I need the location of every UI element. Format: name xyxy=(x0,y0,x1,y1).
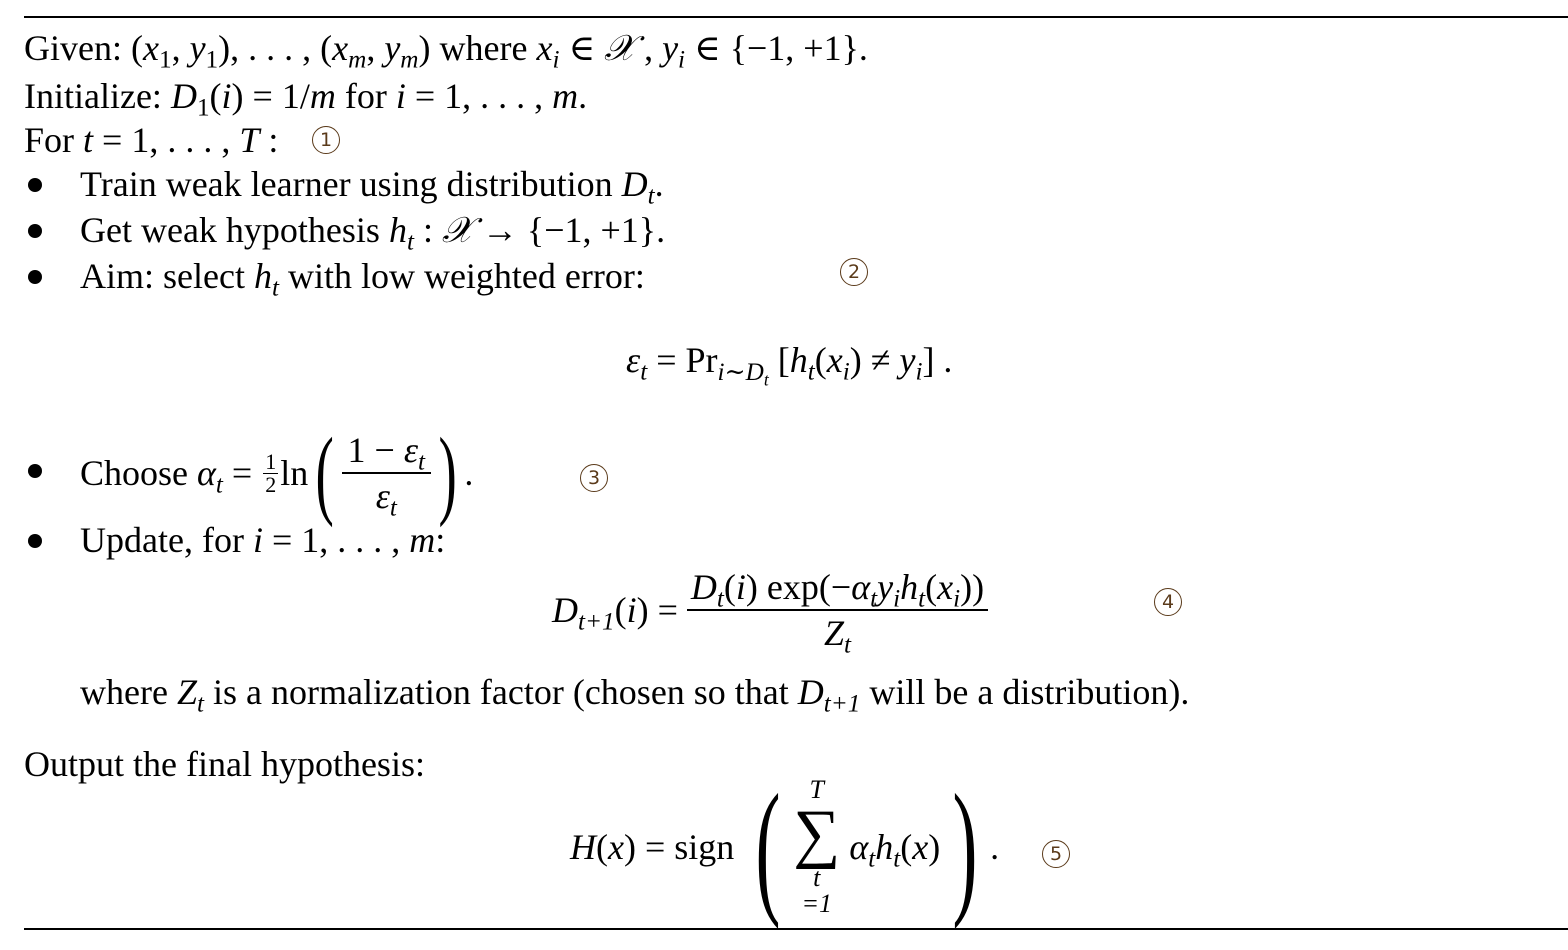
update-line xyxy=(80,522,445,558)
train-line xyxy=(80,164,664,210)
where-line: where $Z_t$ is a normalization factor (chosen so that $D_{t+1}$ will be a distribution). xyxy=(80,672,1190,718)
where-text-b: is a normalization factor (chosen so that xyxy=(212,672,789,712)
initialize-formula: $D_1(i) = 1/m$ xyxy=(170,76,336,122)
sign-operator: sign xyxy=(674,827,735,867)
given-where: where xyxy=(439,28,528,68)
aim-text-b: with low weighted error: xyxy=(287,256,645,296)
given-formula: ($x_1$, $y_1$), . . . , ($x_m$, $y_m$) xyxy=(130,28,431,74)
ln-operator: ln xyxy=(280,453,309,493)
bullet-dot xyxy=(28,224,42,238)
step-marker-5: 5 xyxy=(1042,840,1070,868)
final-equation: H ( x ) = sign ( T ∑ t =1 $\alpha_th_t$ ( x ) ) . xyxy=(570,764,1000,930)
train-dist: $D_t$. xyxy=(621,164,664,210)
update-equation: $D_{t+1}$ ( i ) = $\frac{D_t(i) \exp(-\alpha_ty_ih_t(x_i))}{Z_t}$ xyxy=(552,562,988,658)
given-label: Given: xyxy=(24,28,122,68)
get-line xyxy=(80,210,666,256)
alpha-fraction: $\frac{1 - \varepsilon_t}{\varepsilon_t}$ xyxy=(342,432,432,514)
choose-line: Choose $\alpha_t$ = 1 2 ln ( $\frac{1 - \varepsilon_t}{\varepsilon_t}$ ) . xyxy=(80,417,474,528)
top-rule xyxy=(24,16,1568,18)
get-formula: $h_t$ : 𝒳 → {−1, +1}. xyxy=(388,210,666,256)
initialize-line xyxy=(24,76,588,122)
error-equation: $\varepsilon_t = Pr_{i\sim D_t}$ $[h_t(x_i) \ne y_i]$ . xyxy=(626,340,953,389)
for-line xyxy=(24,122,278,158)
update-text: Update, for xyxy=(80,520,244,560)
bullet-dot xyxy=(28,534,42,548)
where-text-a: where xyxy=(80,672,168,712)
aim-line xyxy=(80,256,645,302)
update-range: i = 1, . . . , m: xyxy=(252,520,446,560)
update-fraction: $\frac{D_t(i) \exp(-\alpha_ty_ih_t(x_i))}{Z_t}$ xyxy=(687,569,988,651)
output-line xyxy=(24,746,425,782)
given-line xyxy=(24,28,868,74)
one-half: 1 2 xyxy=(265,448,277,497)
step-marker-3: 3 xyxy=(580,464,608,492)
where-text-c: will be a distribution). xyxy=(869,672,1190,712)
step-marker-4: 4 xyxy=(1154,588,1182,616)
step-marker-2: 2 xyxy=(840,258,868,286)
exp-operator: exp xyxy=(766,567,819,607)
aim-text-a: Aim: select xyxy=(80,256,245,296)
initialize-range: i = 1, . . . , m. xyxy=(395,76,588,116)
bottom-rule xyxy=(24,928,1568,930)
initialize-label: Initialize: xyxy=(24,76,162,116)
bullet-dot xyxy=(28,178,42,192)
aim-h: $h_t$ xyxy=(253,256,279,302)
given-domain: $x_i$ ∈ 𝒳 , $y_i$ ∈ {−1, +1}. xyxy=(536,28,868,74)
bullet-dot xyxy=(28,270,42,284)
choose-text: Choose xyxy=(80,453,188,493)
step-marker-1: 1 xyxy=(312,126,340,154)
pr-operator: Pr xyxy=(685,340,718,380)
train-text: Train weak learner using distribution xyxy=(80,164,613,204)
initialize-for: for xyxy=(344,76,387,116)
output-text: Output the final hypothesis: xyxy=(24,744,425,784)
for-label: For xyxy=(24,120,75,160)
get-text: Get weak hypothesis xyxy=(80,210,380,250)
summation: T ∑ t =1 xyxy=(793,774,841,919)
for-range: t = 1, . . . , T : xyxy=(83,120,279,160)
bullet-dot xyxy=(28,464,42,478)
